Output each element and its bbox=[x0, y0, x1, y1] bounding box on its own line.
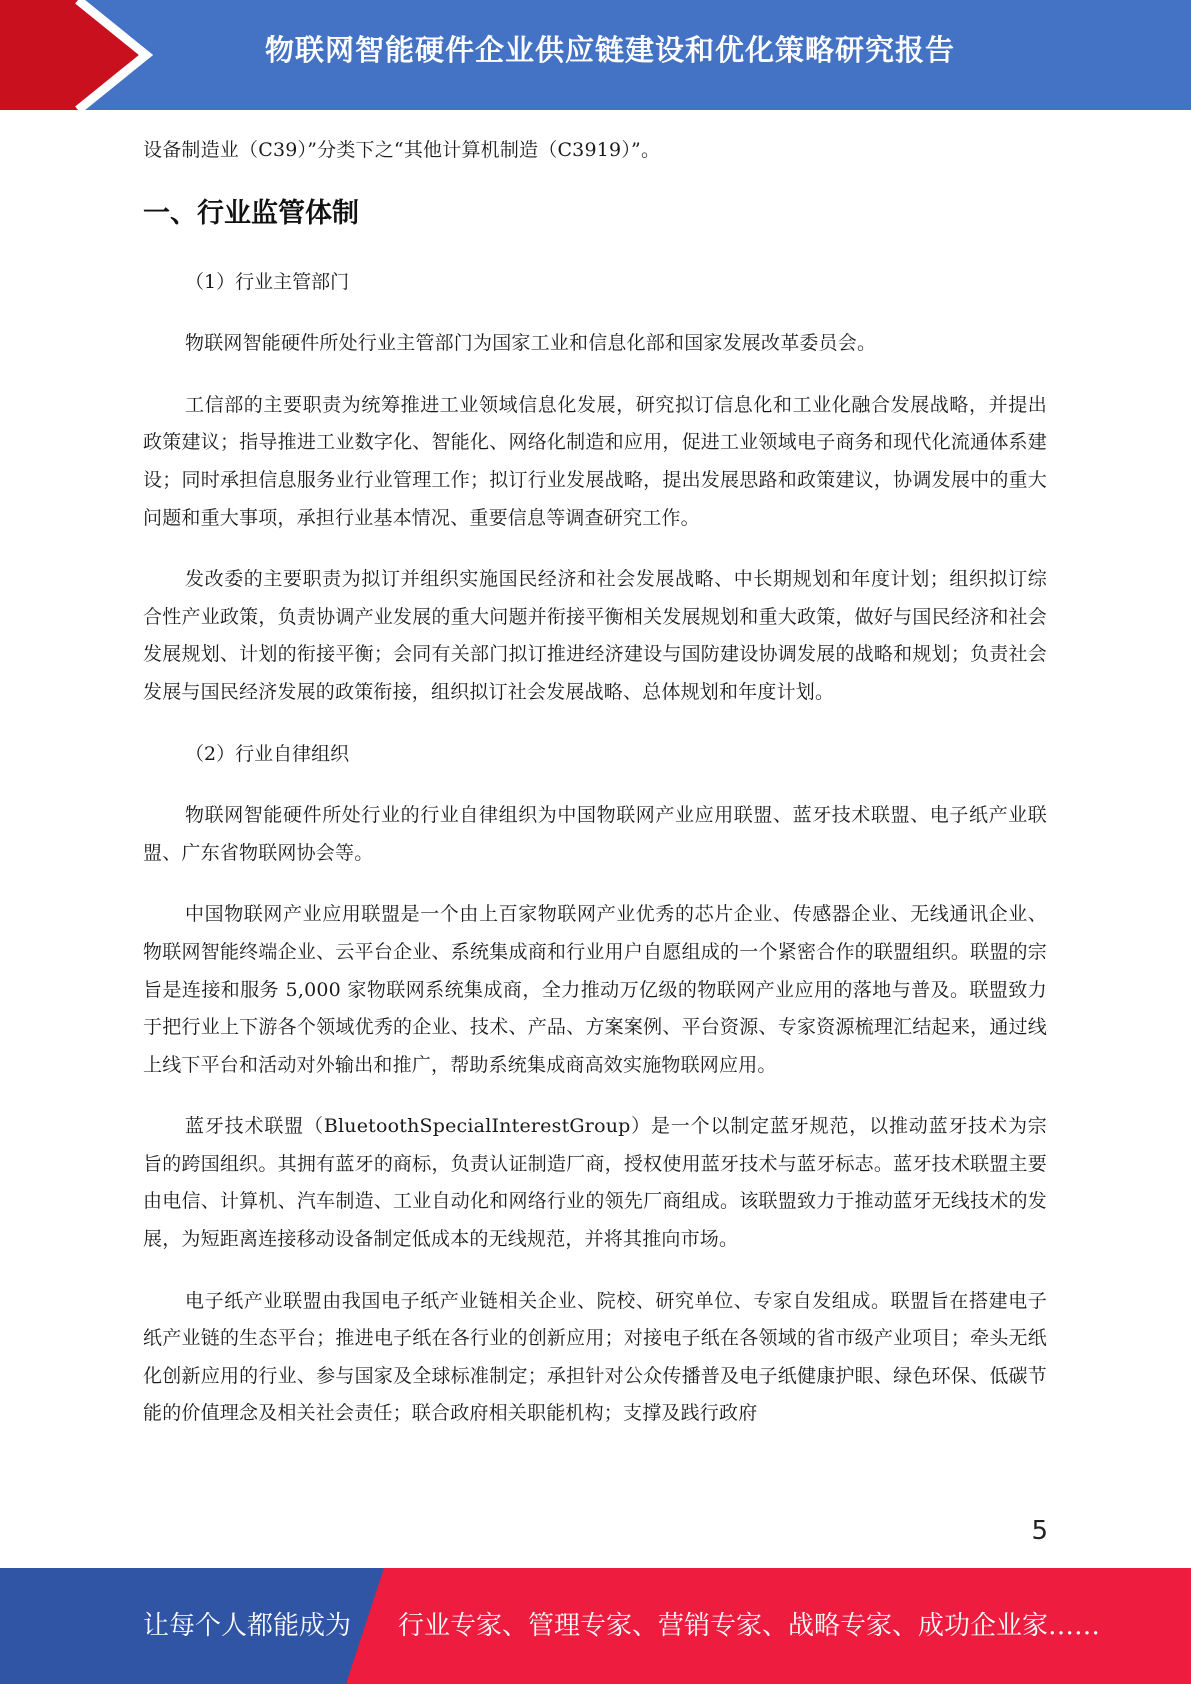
paragraph-6: 蓝牙技术联盟（BluetoothSpecialInterestGroup）是一个以制定蓝牙规范，以推动蓝牙技术为宗旨的跨国组织。其拥有蓝牙的商标，负责认证制造厂商，授权使用蓝牙技术与蓝牙标志。蓝牙技术联盟主要由电信、计算机、汽车制造、工业自动化和网络行业的领先厂商组成。该联盟致力于推动蓝牙无线技术的发展，为短距离连接移动设备制定低成本的无线规范，并将其推向市场。 bbox=[143, 1115, 1047, 1251]
footer-slogan-left: 让每个人都能成为 bbox=[143, 1611, 352, 1641]
paragraph-1: 物联网智能硬件所处行业主管部门为国家工业和信息化部和国家发展改革委员会。 bbox=[185, 332, 877, 355]
intro-line: 设备制造业（C39）”分类下之“其他计算机制造（C3919）”。 bbox=[143, 139, 661, 161]
page-number: 5 bbox=[1031, 1516, 1048, 1546]
page-footer bbox=[0, 1568, 1191, 1684]
subsection-heading-1: （1）行业主管部门 bbox=[185, 270, 350, 293]
page-header bbox=[0, 0, 1191, 110]
footer-slogan-right: 行业专家、管理专家、营销专家、战略专家、成功企业家…… bbox=[398, 1611, 1101, 1641]
report-title: 物联网智能硬件企业供应链建设和优化策略研究报告 bbox=[264, 33, 955, 67]
paragraph-5: 中国物联网产业应用联盟是一个由上百家物联网产业优秀的芯片企业、传感器企业、无线通讯企业、物联网智能终端企业、云平台企业、系统集成商和行业用户自愿组成的一个紧密合作的联盟组织。联盟的宗旨是连接和服务 5,000 家物联网系统集成商，全力推动万亿级的物联网产业应用的落地与普及。联盟致力于把行业上下游各个领域优秀的企业、技术、产品、方案案例、平台资源、专家资源梳理汇结起来，通过线上线下平台和活动对外输出和推广，帮助系统集成商高效实施物联网应用。 bbox=[143, 903, 1047, 1076]
chevron-arrow-icon bbox=[0, 0, 160, 110]
paragraph-4: 物联网智能硬件所处行业的行业自律组织为中国物联网产业应用联盟、蓝牙技术联盟、电子纸产业联盟、广东省物联网协会等。 bbox=[143, 804, 1047, 864]
paragraph-3: 发改委的主要职责为拟订并组织实施国民经济和社会发展战略、中长期规划和年度计划；组织拟订综合性产业政策，负责协调产业发展的重大问题并衔接平衡相关发展规划和重大政策，做好与国民经济和社会发展规划、计划的衔接平衡；会同有关部门拟订推进经济建设与国防建设协调发展的战略和规划；负责社会发展与国民经济发展的政策衔接，组织拟订社会发展战略、总体规划和年度计划。 bbox=[143, 568, 1047, 703]
paragraph-2: 工信部的主要职责为统筹推进工业领域信息化发展，研究拟订信息化和工业化融合发展战略，并提出政策建议；指导推进工业数字化、智能化、网络化制造和应用，促进工业领域电子商务和现代化流通体系建设；同时承担信息服务业行业管理工作；拟订行业发展战略，提出发展思路和政策建议，协调发展中的重大问题和重大事项，承担行业基本情况、重要信息等调查研究工作。 bbox=[143, 393, 1047, 529]
paragraph-7: 电子纸产业联盟由我国电子纸产业链相关企业、院校、研究单位、专家自发组成。联盟旨在搭建电子纸产业链的生态平台；推进电子纸在各行业的创新应用；对接电子纸在各领域的省市级产业项目；牵头无纸化创新应用的行业、参与国家及全球标准制定；承担针对公众传播普及电子纸健康护眼、绿色环保、低碳节能的价值理念及相关社会责任；联合政府相关职能机构；支撑及践行政府 bbox=[143, 1289, 1047, 1425]
document-body bbox=[143, 132, 1047, 1457]
section-heading: 一、行业监管体制 bbox=[143, 197, 359, 229]
subsection-heading-2: （2）行业自律组织 bbox=[185, 742, 350, 765]
